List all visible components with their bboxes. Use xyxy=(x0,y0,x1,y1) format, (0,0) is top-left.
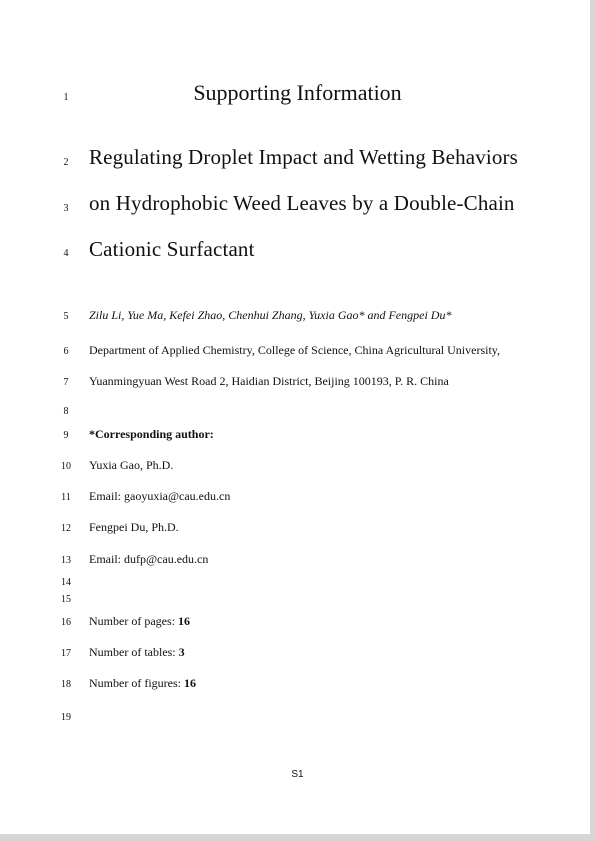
figure-count xyxy=(89,676,196,691)
line-number: 8 xyxy=(63,406,69,417)
line-number: 7 xyxy=(63,377,69,388)
line-number: 17 xyxy=(61,648,71,659)
title-line-3: Cationic Surfactant xyxy=(89,237,255,261)
line-number: 16 xyxy=(61,617,71,628)
line-number: 1 xyxy=(63,92,69,103)
contact-email[interactable]: Email: gaoyuxia@cau.edu.cn xyxy=(89,489,231,503)
line-number: 6 xyxy=(63,346,69,357)
table-count-label: Number of tables: xyxy=(89,645,179,659)
table-count-value: 3 xyxy=(178,645,185,659)
contact-email[interactable]: Email: dufp@cau.edu.cn xyxy=(89,552,209,566)
page-count xyxy=(89,614,190,629)
line-number: 9 xyxy=(63,430,69,441)
title-line-2: on Hydrophobic Weed Leaves by a Double-Chain xyxy=(89,191,515,215)
line-number: 13 xyxy=(61,555,71,566)
line-number: 10 xyxy=(61,461,71,472)
page-count-value: 16 xyxy=(177,614,190,628)
affiliation-line-1: Department of Applied Chemistry, College of Science, China Agricultural University, xyxy=(89,343,501,357)
page-count-label: Number of pages: xyxy=(89,614,178,628)
line-number: 2 xyxy=(63,157,69,168)
corresponding-author-label: *Corresponding author: xyxy=(89,427,214,441)
line-number: 12 xyxy=(61,523,71,534)
figure-count-label: Number of figures: xyxy=(89,676,184,690)
line-number: 19 xyxy=(61,712,71,723)
affiliation-line-2: Yuanmingyuan West Road 2, Haidian District, Beijing 100193, P. R. China xyxy=(89,374,449,388)
document-heading: Supporting Information xyxy=(193,80,402,105)
line-number: 18 xyxy=(61,679,71,690)
line-number: 11 xyxy=(61,492,71,503)
title-line-1: Regulating Droplet Impact and Wetting Behaviors xyxy=(89,145,518,169)
line-number: 4 xyxy=(63,248,69,259)
contact-name: Fengpei Du, Ph.D. xyxy=(89,520,179,534)
contact-name: Yuxia Gao, Ph.D. xyxy=(89,458,174,472)
line-number: 14 xyxy=(61,577,71,588)
table-count xyxy=(89,645,185,660)
line-number: 3 xyxy=(63,203,69,214)
page-number: S1 xyxy=(291,769,304,780)
author-list: Zilu Li, Yue Ma, Kefei Zhao, Chenhui Zhang, Yuxia Gao* and Fengpei Du* xyxy=(89,308,452,322)
figure-count-value: 16 xyxy=(183,676,196,690)
line-number: 15 xyxy=(61,594,71,605)
line-number: 5 xyxy=(63,311,69,322)
